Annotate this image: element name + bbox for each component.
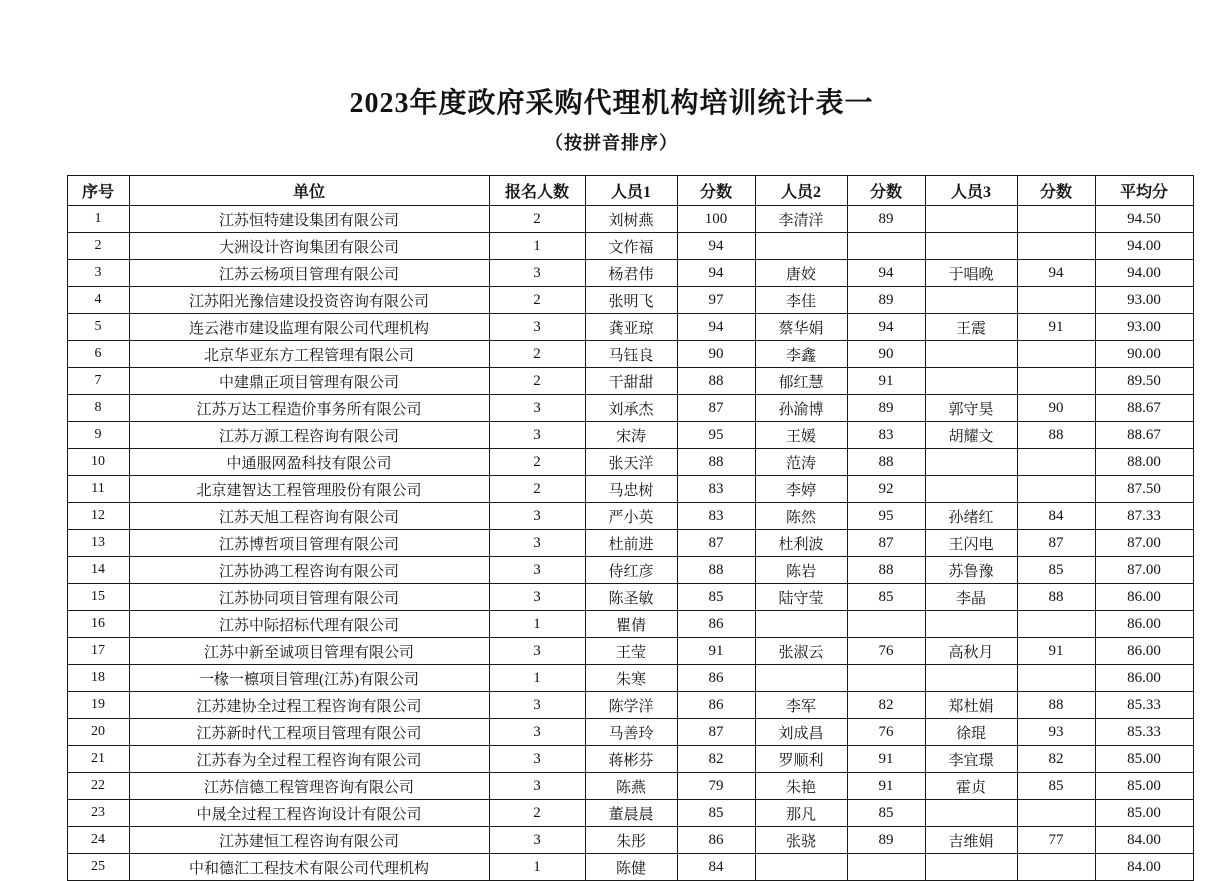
cell-score1: 87 <box>677 395 755 422</box>
cell-unit: 连云港市建设监理有限公司代理机构 <box>129 314 489 341</box>
cell-index: 17 <box>67 638 129 665</box>
cell-score3 <box>1017 476 1095 503</box>
cell-index: 14 <box>67 557 129 584</box>
cell-score2: 91 <box>847 773 925 800</box>
cell-score3: 82 <box>1017 746 1095 773</box>
cell-score2 <box>847 854 925 881</box>
table-row <box>67 638 1193 665</box>
cell-person2: 那凡 <box>755 800 847 827</box>
cell-unit: 中通服网盈科技有限公司 <box>129 449 489 476</box>
cell-index: 23 <box>67 800 129 827</box>
cell-person3: 徐琨 <box>925 719 1017 746</box>
cell-unit: 江苏协鸿工程咨询有限公司 <box>129 557 489 584</box>
cell-person3: 李晶 <box>925 584 1017 611</box>
column-header-index: 序号 <box>67 176 129 206</box>
cell-person1: 马钰良 <box>585 341 677 368</box>
cell-score1: 83 <box>677 476 755 503</box>
cell-person1: 朱寒 <box>585 665 677 692</box>
table-row <box>67 233 1193 260</box>
cell-person1: 文作福 <box>585 233 677 260</box>
cell-score3 <box>1017 665 1095 692</box>
cell-person1: 杨君伟 <box>585 260 677 287</box>
cell-count: 2 <box>489 368 585 395</box>
cell-count: 3 <box>489 260 585 287</box>
cell-person3 <box>925 476 1017 503</box>
cell-index: 15 <box>67 584 129 611</box>
cell-person2 <box>755 854 847 881</box>
cell-person1: 董晨晨 <box>585 800 677 827</box>
cell-count: 3 <box>489 584 585 611</box>
cell-person3 <box>925 449 1017 476</box>
cell-score3 <box>1017 611 1095 638</box>
cell-score2: 85 <box>847 584 925 611</box>
cell-person2: 罗顺利 <box>755 746 847 773</box>
table-row <box>67 287 1193 314</box>
table-row <box>67 665 1193 692</box>
cell-person3: 高秋月 <box>925 638 1017 665</box>
cell-count: 3 <box>489 503 585 530</box>
cell-score1: 94 <box>677 314 755 341</box>
cell-score1: 88 <box>677 449 755 476</box>
cell-person1: 蒋彬芬 <box>585 746 677 773</box>
cell-score3: 88 <box>1017 692 1095 719</box>
table-row <box>67 368 1193 395</box>
cell-average: 87.33 <box>1095 503 1193 530</box>
cell-score1: 83 <box>677 503 755 530</box>
statistics-table-container <box>67 175 1168 881</box>
cell-unit: 江苏协同项目管理有限公司 <box>129 584 489 611</box>
column-header-person1: 人员1 <box>585 176 677 206</box>
table-row <box>67 557 1193 584</box>
cell-average: 90.00 <box>1095 341 1193 368</box>
cell-index: 4 <box>67 287 129 314</box>
cell-score1: 84 <box>677 854 755 881</box>
cell-person2: 杜利波 <box>755 530 847 557</box>
cell-score2: 88 <box>847 557 925 584</box>
cell-person3: 吉维娟 <box>925 827 1017 854</box>
cell-average: 89.50 <box>1095 368 1193 395</box>
cell-index: 21 <box>67 746 129 773</box>
cell-index: 25 <box>67 854 129 881</box>
cell-score2: 92 <box>847 476 925 503</box>
table-row <box>67 314 1193 341</box>
table-row <box>67 449 1193 476</box>
cell-average: 88.67 <box>1095 395 1193 422</box>
table-row <box>67 827 1193 854</box>
cell-person3: 于唱晚 <box>925 260 1017 287</box>
cell-person3: 李宜璟 <box>925 746 1017 773</box>
cell-person2: 李军 <box>755 692 847 719</box>
cell-score3 <box>1017 233 1095 260</box>
cell-score1: 91 <box>677 638 755 665</box>
cell-average: 87.00 <box>1095 557 1193 584</box>
cell-unit: 中和德汇工程技术有限公司代理机构 <box>129 854 489 881</box>
cell-score3: 88 <box>1017 584 1095 611</box>
cell-person1: 陈健 <box>585 854 677 881</box>
cell-score2: 94 <box>847 260 925 287</box>
table-row <box>67 746 1193 773</box>
cell-average: 86.00 <box>1095 584 1193 611</box>
cell-average: 84.00 <box>1095 827 1193 854</box>
cell-index: 24 <box>67 827 129 854</box>
cell-count: 3 <box>489 422 585 449</box>
cell-person2: 李佳 <box>755 287 847 314</box>
cell-unit: 江苏新时代工程项目管理有限公司 <box>129 719 489 746</box>
cell-person3 <box>925 368 1017 395</box>
cell-index: 11 <box>67 476 129 503</box>
cell-average: 85.33 <box>1095 692 1193 719</box>
table-row <box>67 476 1193 503</box>
cell-score2 <box>847 611 925 638</box>
cell-score1: 94 <box>677 233 755 260</box>
cell-average: 88.67 <box>1095 422 1193 449</box>
table-row <box>67 854 1193 881</box>
cell-score1: 90 <box>677 341 755 368</box>
cell-person2: 张骁 <box>755 827 847 854</box>
table-row <box>67 611 1193 638</box>
cell-unit: 江苏阳光豫信建设投资咨询有限公司 <box>129 287 489 314</box>
cell-score3: 91 <box>1017 638 1095 665</box>
cell-index: 9 <box>67 422 129 449</box>
cell-person3: 王震 <box>925 314 1017 341</box>
table-row <box>67 719 1193 746</box>
cell-score3: 88 <box>1017 422 1095 449</box>
cell-person2: 陈岩 <box>755 557 847 584</box>
cell-average: 93.00 <box>1095 287 1193 314</box>
cell-person1: 陈圣敏 <box>585 584 677 611</box>
cell-unit: 中建鼎正项目管理有限公司 <box>129 368 489 395</box>
cell-score1: 87 <box>677 719 755 746</box>
cell-person1: 马善玲 <box>585 719 677 746</box>
cell-person3 <box>925 287 1017 314</box>
cell-person3: 霍贞 <box>925 773 1017 800</box>
cell-person1: 干甜甜 <box>585 368 677 395</box>
cell-person2: 陆守莹 <box>755 584 847 611</box>
cell-count: 1 <box>489 611 585 638</box>
cell-unit: 江苏春为全过程工程咨询有限公司 <box>129 746 489 773</box>
cell-score2: 82 <box>847 692 925 719</box>
cell-score3 <box>1017 449 1095 476</box>
cell-person2: 蔡华娟 <box>755 314 847 341</box>
cell-person3: 王闪电 <box>925 530 1017 557</box>
table-row <box>67 260 1193 287</box>
cell-count: 3 <box>489 530 585 557</box>
statistics-table <box>67 175 1194 881</box>
cell-count: 2 <box>489 476 585 503</box>
cell-score1: 86 <box>677 827 755 854</box>
cell-person1: 张天洋 <box>585 449 677 476</box>
cell-person2: 李鑫 <box>755 341 847 368</box>
table-row <box>67 395 1193 422</box>
cell-average: 87.00 <box>1095 530 1193 557</box>
cell-count: 2 <box>489 341 585 368</box>
cell-unit: 江苏万达工程造价事务所有限公司 <box>129 395 489 422</box>
cell-score1: 94 <box>677 260 755 287</box>
cell-person3 <box>925 206 1017 233</box>
cell-score2: 89 <box>847 395 925 422</box>
cell-index: 13 <box>67 530 129 557</box>
cell-person2 <box>755 611 847 638</box>
cell-score3: 84 <box>1017 503 1095 530</box>
cell-score2: 87 <box>847 530 925 557</box>
cell-unit: 江苏信德工程管理咨询有限公司 <box>129 773 489 800</box>
cell-score3: 87 <box>1017 530 1095 557</box>
cell-score2 <box>847 665 925 692</box>
cell-index: 5 <box>67 314 129 341</box>
cell-unit: 江苏恒特建设集团有限公司 <box>129 206 489 233</box>
cell-score1: 97 <box>677 287 755 314</box>
cell-score1: 82 <box>677 746 755 773</box>
cell-score3 <box>1017 206 1095 233</box>
cell-index: 22 <box>67 773 129 800</box>
cell-index: 12 <box>67 503 129 530</box>
table-row <box>67 800 1193 827</box>
cell-score2: 95 <box>847 503 925 530</box>
cell-average: 94.50 <box>1095 206 1193 233</box>
cell-score1: 85 <box>677 584 755 611</box>
cell-score2: 85 <box>847 800 925 827</box>
cell-score3 <box>1017 368 1095 395</box>
cell-index: 8 <box>67 395 129 422</box>
cell-person2: 刘成昌 <box>755 719 847 746</box>
cell-average: 88.00 <box>1095 449 1193 476</box>
cell-person1: 龚亚琼 <box>585 314 677 341</box>
column-header-score3: 分数 <box>1017 176 1095 206</box>
cell-person2: 李清洋 <box>755 206 847 233</box>
cell-score1: 95 <box>677 422 755 449</box>
cell-index: 6 <box>67 341 129 368</box>
cell-score2: 89 <box>847 287 925 314</box>
cell-average: 94.00 <box>1095 260 1193 287</box>
cell-score2: 94 <box>847 314 925 341</box>
page-title: 2023年度政府采购代理机构培训统计表一 <box>349 88 874 119</box>
cell-score3: 94 <box>1017 260 1095 287</box>
cell-person1: 张明飞 <box>585 287 677 314</box>
cell-person2: 张淑云 <box>755 638 847 665</box>
cell-score2: 76 <box>847 638 925 665</box>
cell-person1: 陈学洋 <box>585 692 677 719</box>
cell-count: 2 <box>489 449 585 476</box>
title-block <box>0 0 1223 155</box>
cell-index: 7 <box>67 368 129 395</box>
cell-unit: 一椽一檩项目管理(江苏)有限公司 <box>129 665 489 692</box>
cell-person3 <box>925 665 1017 692</box>
cell-score2: 91 <box>847 746 925 773</box>
cell-average: 86.00 <box>1095 638 1193 665</box>
cell-average: 85.00 <box>1095 746 1193 773</box>
cell-score3: 90 <box>1017 395 1095 422</box>
cell-score1: 87 <box>677 530 755 557</box>
cell-score2: 83 <box>847 422 925 449</box>
cell-count: 1 <box>489 233 585 260</box>
cell-person3: 胡耀文 <box>925 422 1017 449</box>
cell-unit: 中晟全过程工程咨询设计有限公司 <box>129 800 489 827</box>
cell-unit: 大洲设计咨询集团有限公司 <box>129 233 489 260</box>
cell-person2: 王媛 <box>755 422 847 449</box>
cell-person1: 刘承杰 <box>585 395 677 422</box>
cell-count: 3 <box>489 638 585 665</box>
cell-count: 1 <box>489 854 585 881</box>
cell-average: 85.33 <box>1095 719 1193 746</box>
cell-unit: 北京建智达工程管理股份有限公司 <box>129 476 489 503</box>
table-header <box>67 176 1193 206</box>
cell-index: 2 <box>67 233 129 260</box>
cell-count: 3 <box>489 827 585 854</box>
column-header-average: 平均分 <box>1095 176 1193 206</box>
cell-index: 3 <box>67 260 129 287</box>
table-row <box>67 773 1193 800</box>
cell-unit: 江苏万源工程咨询有限公司 <box>129 422 489 449</box>
cell-person1: 宋涛 <box>585 422 677 449</box>
cell-index: 10 <box>67 449 129 476</box>
cell-count: 3 <box>489 746 585 773</box>
table-row <box>67 530 1193 557</box>
table-header-row <box>67 176 1193 206</box>
cell-score3: 85 <box>1017 773 1095 800</box>
cell-person2: 郁红慧 <box>755 368 847 395</box>
cell-person1: 刘树燕 <box>585 206 677 233</box>
column-header-person3: 人员3 <box>925 176 1017 206</box>
cell-person3: 郑杜娟 <box>925 692 1017 719</box>
table-row <box>67 206 1193 233</box>
cell-score3 <box>1017 800 1095 827</box>
cell-score2: 89 <box>847 206 925 233</box>
cell-score3 <box>1017 341 1095 368</box>
cell-person1: 马忠树 <box>585 476 677 503</box>
cell-score3: 85 <box>1017 557 1095 584</box>
cell-score2: 90 <box>847 341 925 368</box>
table-row <box>67 584 1193 611</box>
cell-score1: 79 <box>677 773 755 800</box>
cell-score1: 88 <box>677 368 755 395</box>
cell-score3: 91 <box>1017 314 1095 341</box>
cell-count: 3 <box>489 719 585 746</box>
cell-count: 2 <box>489 800 585 827</box>
cell-unit: 江苏博哲项目管理有限公司 <box>129 530 489 557</box>
cell-person3 <box>925 341 1017 368</box>
cell-person1: 杜前进 <box>585 530 677 557</box>
table-row <box>67 422 1193 449</box>
column-header-person2: 人员2 <box>755 176 847 206</box>
cell-average: 86.00 <box>1095 611 1193 638</box>
cell-person1: 王莹 <box>585 638 677 665</box>
cell-score3: 77 <box>1017 827 1095 854</box>
cell-average: 93.00 <box>1095 314 1193 341</box>
cell-person1: 严小英 <box>585 503 677 530</box>
cell-person3 <box>925 611 1017 638</box>
cell-count: 3 <box>489 314 585 341</box>
cell-average: 87.50 <box>1095 476 1193 503</box>
cell-score2: 88 <box>847 449 925 476</box>
cell-unit: 江苏中新至诚项目管理有限公司 <box>129 638 489 665</box>
cell-count: 2 <box>489 287 585 314</box>
cell-person2: 唐姣 <box>755 260 847 287</box>
table-row <box>67 503 1193 530</box>
cell-person2: 孙渝博 <box>755 395 847 422</box>
cell-person1: 侍红彦 <box>585 557 677 584</box>
cell-index: 1 <box>67 206 129 233</box>
cell-person1: 陈燕 <box>585 773 677 800</box>
cell-index: 16 <box>67 611 129 638</box>
table-row <box>67 692 1193 719</box>
page-subtitle: （按拼音排序） <box>545 133 678 153</box>
cell-average: 85.00 <box>1095 800 1193 827</box>
cell-person3 <box>925 800 1017 827</box>
cell-count: 3 <box>489 395 585 422</box>
cell-unit: 江苏云杨项目管理有限公司 <box>129 260 489 287</box>
cell-unit: 江苏建恒工程咨询有限公司 <box>129 827 489 854</box>
cell-count: 3 <box>489 557 585 584</box>
cell-score2: 89 <box>847 827 925 854</box>
cell-person2: 李婷 <box>755 476 847 503</box>
cell-person2 <box>755 233 847 260</box>
cell-person3 <box>925 854 1017 881</box>
cell-score3: 93 <box>1017 719 1095 746</box>
cell-score2 <box>847 233 925 260</box>
cell-average: 86.00 <box>1095 665 1193 692</box>
cell-score1: 86 <box>677 692 755 719</box>
cell-average: 94.00 <box>1095 233 1193 260</box>
cell-person2: 朱艳 <box>755 773 847 800</box>
cell-person3: 郭守昊 <box>925 395 1017 422</box>
cell-count: 3 <box>489 773 585 800</box>
cell-score1: 86 <box>677 611 755 638</box>
cell-person2: 陈然 <box>755 503 847 530</box>
cell-score3 <box>1017 287 1095 314</box>
cell-average: 85.00 <box>1095 773 1193 800</box>
cell-score1: 86 <box>677 665 755 692</box>
column-header-score1: 分数 <box>677 176 755 206</box>
cell-person2 <box>755 665 847 692</box>
cell-unit: 江苏建协全过程工程咨询有限公司 <box>129 692 489 719</box>
cell-unit: 江苏中际招标代理有限公司 <box>129 611 489 638</box>
cell-count: 3 <box>489 692 585 719</box>
cell-person3: 苏鲁豫 <box>925 557 1017 584</box>
column-header-unit: 单位 <box>129 176 489 206</box>
cell-person1: 瞿倩 <box>585 611 677 638</box>
table-row <box>67 341 1193 368</box>
column-header-score2: 分数 <box>847 176 925 206</box>
cell-index: 20 <box>67 719 129 746</box>
cell-average: 84.00 <box>1095 854 1193 881</box>
cell-score1: 100 <box>677 206 755 233</box>
cell-score3 <box>1017 854 1095 881</box>
cell-unit: 北京华亚东方工程管理有限公司 <box>129 341 489 368</box>
cell-score2: 76 <box>847 719 925 746</box>
cell-index: 18 <box>67 665 129 692</box>
cell-person3: 孙绪红 <box>925 503 1017 530</box>
column-header-count: 报名人数 <box>489 176 585 206</box>
cell-person2: 范涛 <box>755 449 847 476</box>
cell-unit: 江苏天旭工程咨询有限公司 <box>129 503 489 530</box>
cell-index: 19 <box>67 692 129 719</box>
cell-score1: 88 <box>677 557 755 584</box>
cell-person3 <box>925 233 1017 260</box>
cell-score1: 85 <box>677 800 755 827</box>
cell-count: 1 <box>489 665 585 692</box>
cell-count: 2 <box>489 206 585 233</box>
cell-score2: 91 <box>847 368 925 395</box>
cell-person1: 朱彤 <box>585 827 677 854</box>
table-body <box>67 206 1193 881</box>
